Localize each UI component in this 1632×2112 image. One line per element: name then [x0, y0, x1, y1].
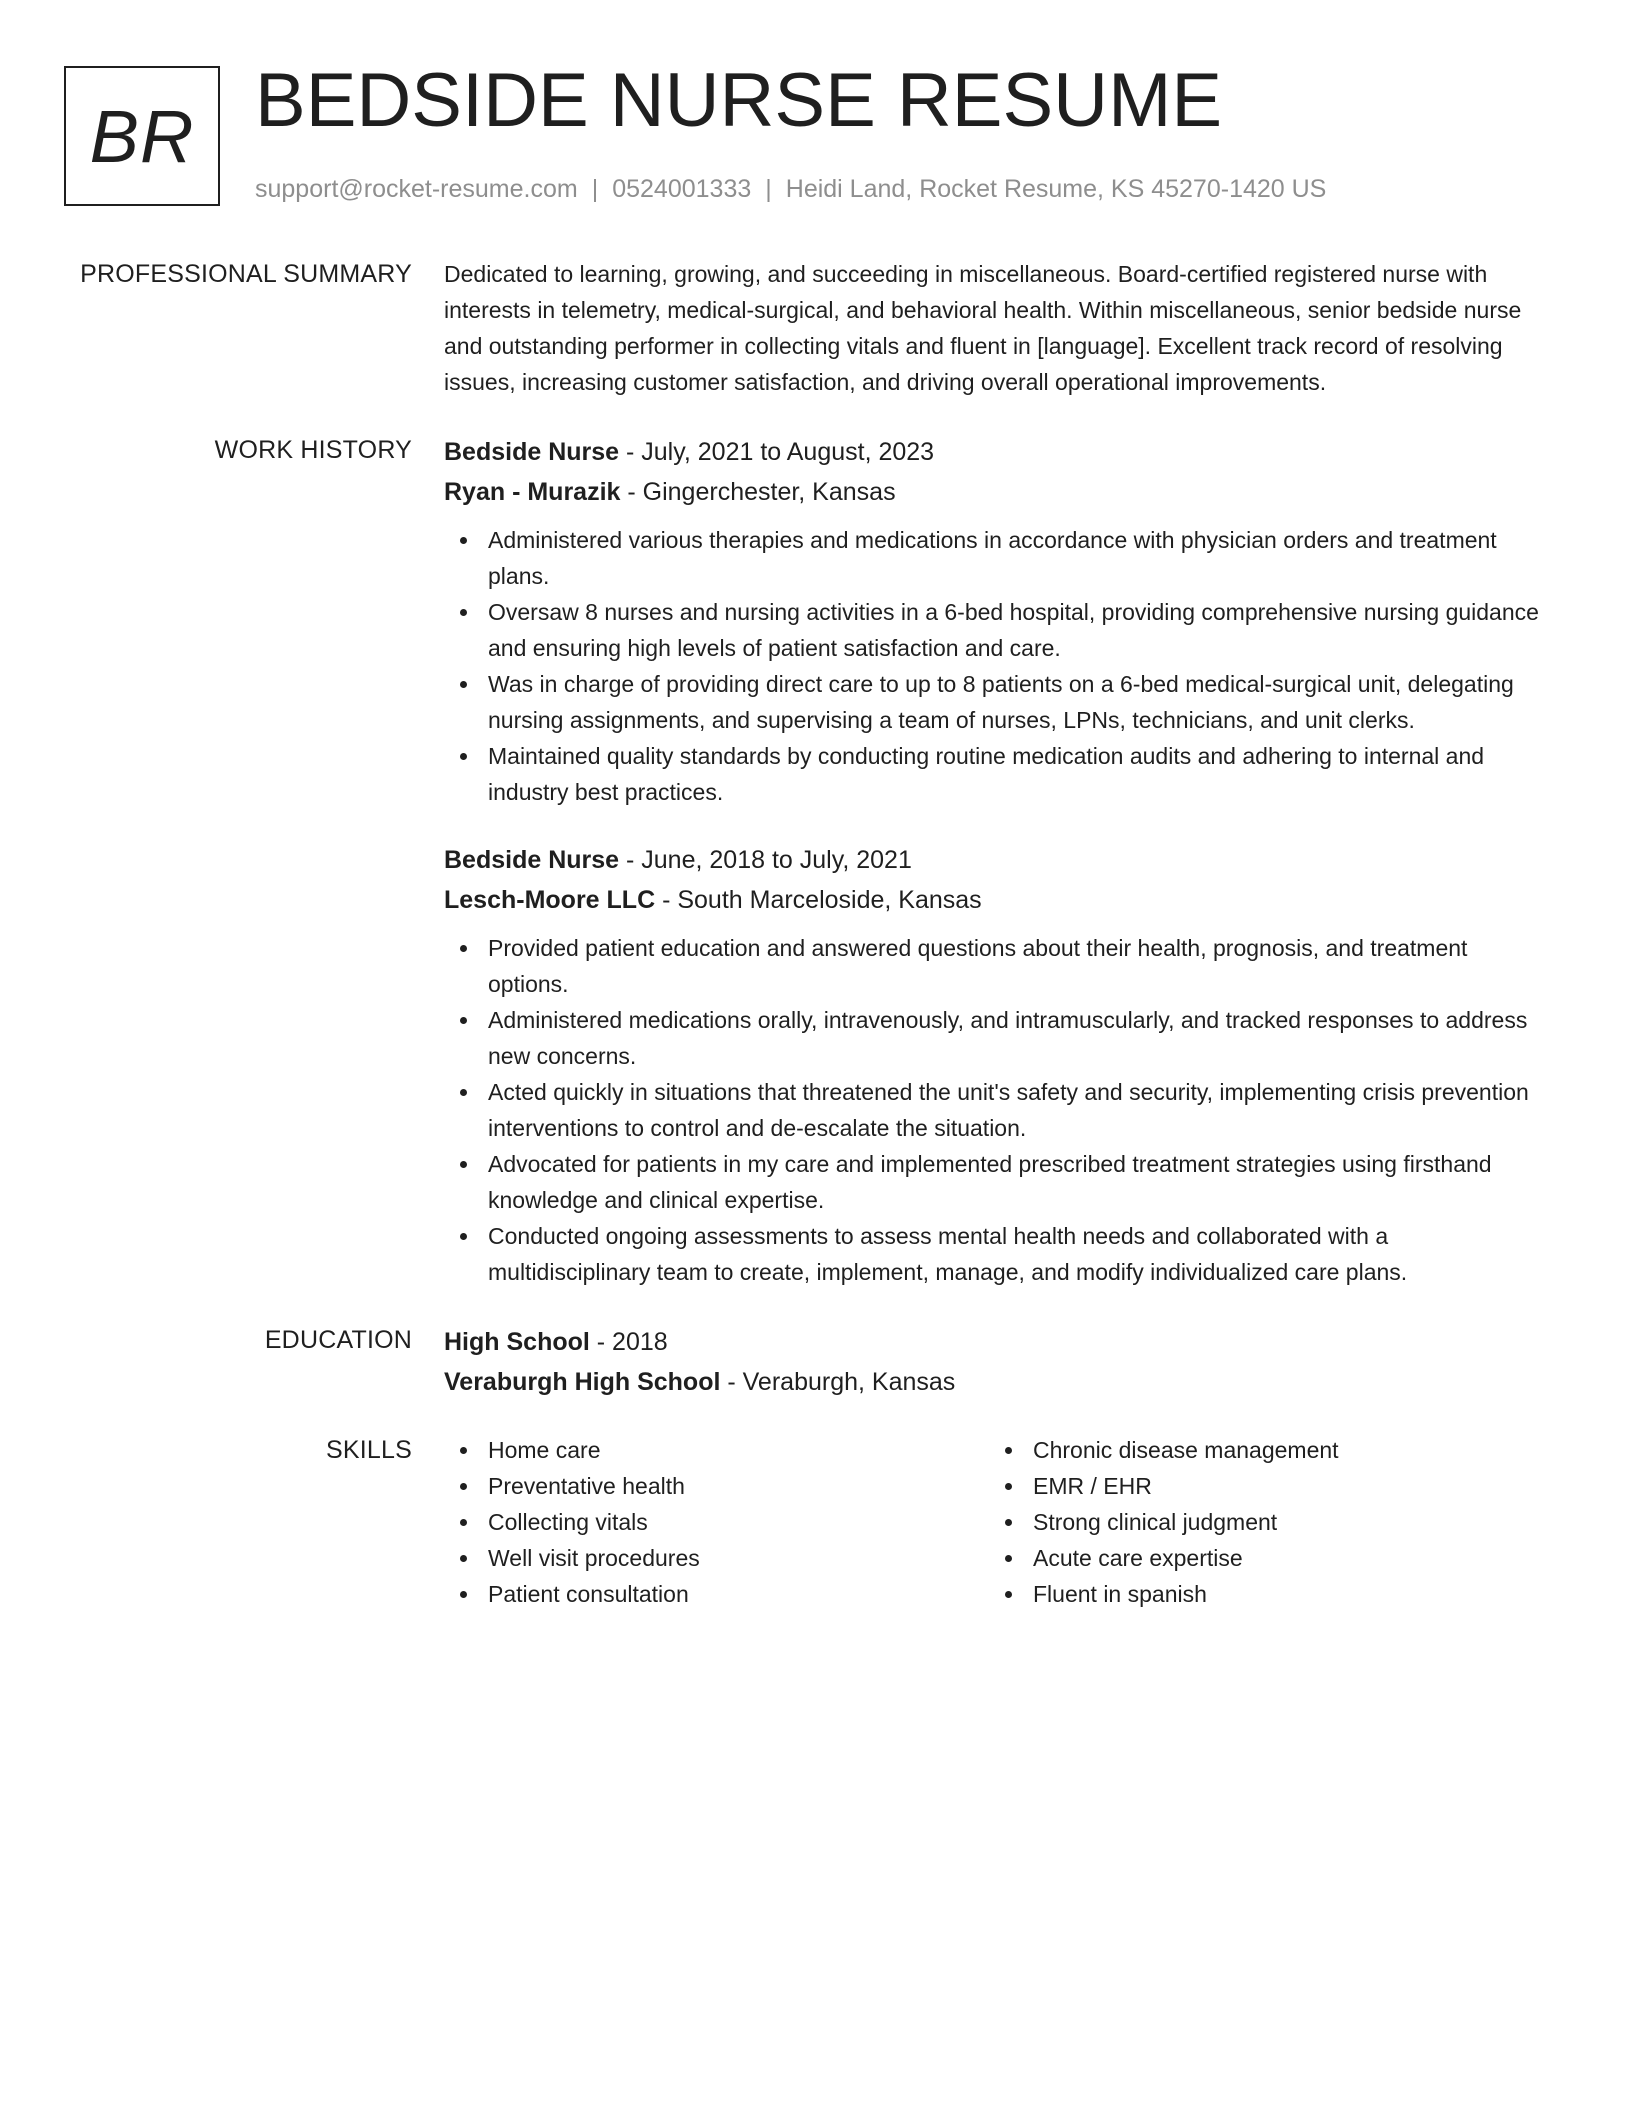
education-school-line: [444, 1362, 1544, 1402]
skills-body: [444, 1432, 1544, 1612]
contact-address: Heidi Land, Rocket Resume, KS 45270-1420 US: [785, 175, 1327, 203]
job-bullet: Administered various therapies and medications in accordance with physician orders and treatment plans.: [444, 522, 1544, 594]
skill-item: Strong clinical judgment: [989, 1504, 1534, 1540]
job-bullet: Maintained quality standards by conducting routine medication audits and adhering to internal and industry best practices.: [444, 738, 1544, 810]
contact-separator: |: [765, 175, 772, 203]
skill-item: Well visit procedures: [444, 1540, 989, 1576]
job-title: Bedside Nurse: [444, 438, 620, 466]
summary-section: [0, 256, 1632, 400]
skill-item: Acute care expertise: [989, 1540, 1534, 1576]
job-company: Lesch-Moore LLC: [444, 886, 656, 914]
monogram-box: [64, 66, 220, 206]
monogram-initials: BR: [89, 94, 195, 178]
job-title-line: [444, 432, 1544, 472]
resume-sections: [0, 256, 1632, 1612]
job-bullet: Acted quickly in situations that threatened the unit's safety and security, implementing crisis prevention interventions to control and de-escalate the situation.: [444, 1074, 1544, 1146]
job-company-line: [444, 472, 1544, 512]
job-dates: - July, 2021 to August, 2023: [619, 438, 935, 466]
section-label-skills: SKILLS: [326, 1436, 412, 1464]
skill-item: Preventative health: [444, 1468, 989, 1504]
skill-item: Fluent in spanish: [989, 1576, 1534, 1612]
job-title-line: [444, 840, 1544, 880]
skill-item: Patient consultation: [444, 1576, 989, 1612]
contact-line: [255, 172, 1326, 206]
summary-body: [444, 256, 1544, 400]
page-title: BEDSIDE NURSE RESUME: [255, 58, 1223, 143]
education-body: [444, 1322, 1544, 1402]
skills-list-left: [444, 1432, 989, 1612]
education-school: Veraburgh High School: [444, 1368, 721, 1396]
education-degree: High School: [444, 1328, 590, 1356]
skill-item: Home care: [444, 1432, 989, 1468]
summary-text: Dedicated to learning, growing, and succeeding in miscellaneous. Board-certified registered nurse with interests in telemetry, medical-surgical, and behavioral health. Within miscellaneous, senior bedside nurse and outstanding performer in collecting vitals and fluent in [language]. Excellent track record of resolving issues, increasing customer satisfaction, and driving overall operational improvements.: [444, 261, 1522, 395]
job-entry: [444, 432, 1544, 810]
skill-item: EMR / EHR: [989, 1468, 1534, 1504]
education-degree-line: [444, 1322, 1544, 1362]
section-label-summary: PROFESSIONAL SUMMARY: [80, 260, 412, 288]
job-bullet: Advocated for patients in my care and implemented prescribed treatment strategies using firsthand knowledge and clinical expertise.: [444, 1146, 1544, 1218]
job-dates: - June, 2018 to July, 2021: [619, 846, 912, 874]
contact-separator: |: [591, 175, 599, 203]
job-location: - South Marceloside, Kansas: [655, 886, 982, 914]
job-bullets: [444, 930, 1544, 1290]
job-bullet: Conducted ongoing assessments to assess mental health needs and collaborated with a multidisciplinary team to create, implement, manage, and modify individualized care plans.: [444, 1218, 1544, 1290]
work-history-section: [0, 432, 1632, 1290]
skill-item: Collecting vitals: [444, 1504, 989, 1540]
job-entry: [444, 840, 1544, 1290]
job-bullet: Provided patient education and answered questions about their health, prognosis, and treatment options.: [444, 930, 1544, 1002]
job-location: - Gingerchester, Kansas: [620, 478, 896, 506]
skills-section: [0, 1432, 1632, 1612]
job-bullets: [444, 522, 1544, 810]
skills-list-right: [989, 1432, 1534, 1612]
job-bullet: Administered medications orally, intravenously, and intramuscularly, and tracked responses to address new concerns.: [444, 1002, 1544, 1074]
job-bullet: Was in charge of providing direct care to up to 8 patients on a 6-bed medical-surgical unit, delegating nursing assignments, and supervising a team of nurses, LPNs, technicians, and unit clerks.: [444, 666, 1544, 738]
contact-email: support@rocket-resume.com: [255, 175, 578, 203]
job-company: Ryan - Murazik: [444, 478, 621, 506]
education-year: - 2018: [589, 1328, 668, 1356]
section-label-work: WORK HISTORY: [214, 436, 412, 464]
education-section: [0, 1322, 1632, 1402]
job-company-line: [444, 880, 1544, 920]
skill-item: Chronic disease management: [989, 1432, 1534, 1468]
section-label-education: EDUCATION: [264, 1326, 412, 1354]
job-title: Bedside Nurse: [444, 846, 620, 874]
job-bullet: Oversaw 8 nurses and nursing activities in a 6-bed hospital, providing comprehensive nursing guidance and ensuring high levels of patient satisfaction and care.: [444, 594, 1544, 666]
contact-phone: 0524001333: [612, 175, 752, 203]
education-location: - Veraburgh, Kansas: [720, 1368, 956, 1396]
work-history-body: [444, 432, 1544, 1290]
